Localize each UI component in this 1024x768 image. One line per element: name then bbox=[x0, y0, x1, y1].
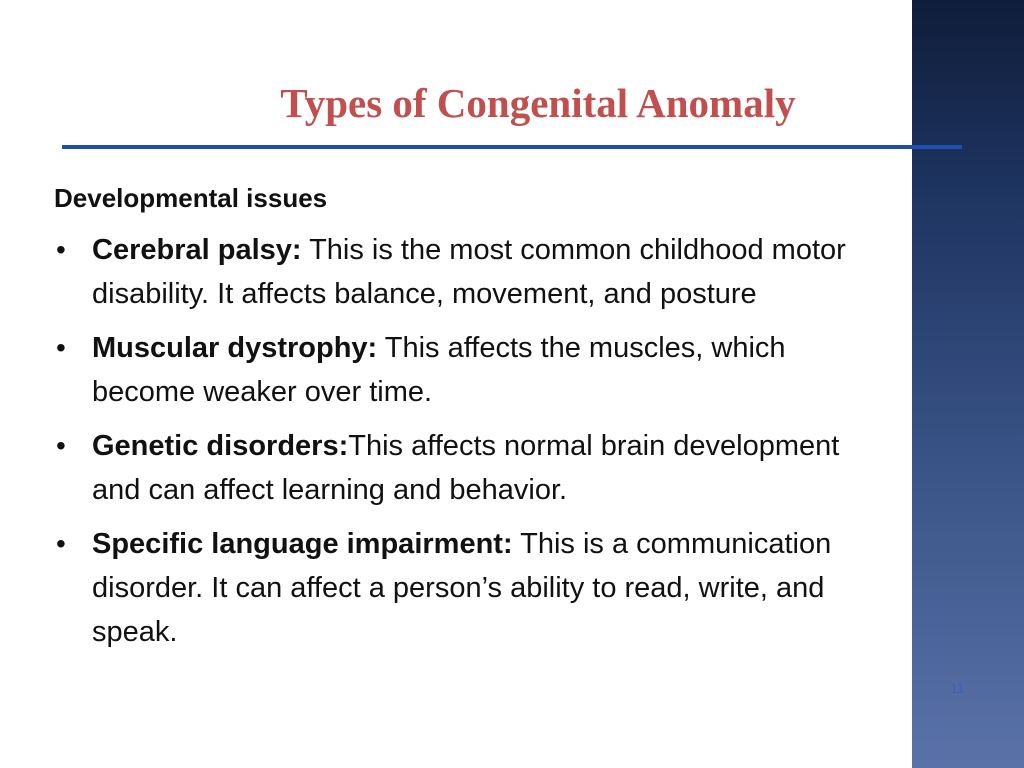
bullet-term: Cerebral palsy: bbox=[92, 234, 302, 266]
page-number: 11 bbox=[950, 680, 965, 696]
bullet-item-specific-language-impairment bbox=[54, 522, 894, 654]
bullet-icon: • bbox=[56, 430, 66, 461]
bullet-term: Genetic disorders: bbox=[92, 430, 349, 462]
bullet-item-genetic-disorders bbox=[54, 424, 894, 512]
bullet-icon: • bbox=[56, 234, 66, 265]
bullet-item-muscular-dystrophy bbox=[54, 326, 894, 414]
bullet-text: This affects normal brain development and can affect learning and behavior. bbox=[92, 430, 840, 506]
bullet-icon: • bbox=[56, 528, 66, 559]
bullet-list bbox=[54, 228, 894, 664]
bullet-term: Specific language impairment: bbox=[92, 528, 513, 560]
bullet-term: Muscular dystrophy: bbox=[92, 332, 378, 364]
decorative-side-panel bbox=[912, 0, 1024, 768]
bullet-icon: • bbox=[56, 332, 66, 363]
bullet-text: This is the most common childhood motor disability. It affects balance, movement, and posture bbox=[92, 234, 846, 310]
bullet-text: This affects the muscles, which become weaker over time. bbox=[92, 332, 786, 408]
slide-title: Types of Congenital Anomaly bbox=[280, 80, 796, 126]
title-underline bbox=[62, 145, 962, 149]
bullet-text: This is a communication disorder. It can affect a person’s ability to read, write, and speak. bbox=[92, 528, 832, 648]
bullet-item-cerebral-palsy bbox=[54, 228, 894, 316]
section-subheading: Developmental issues bbox=[54, 183, 328, 213]
